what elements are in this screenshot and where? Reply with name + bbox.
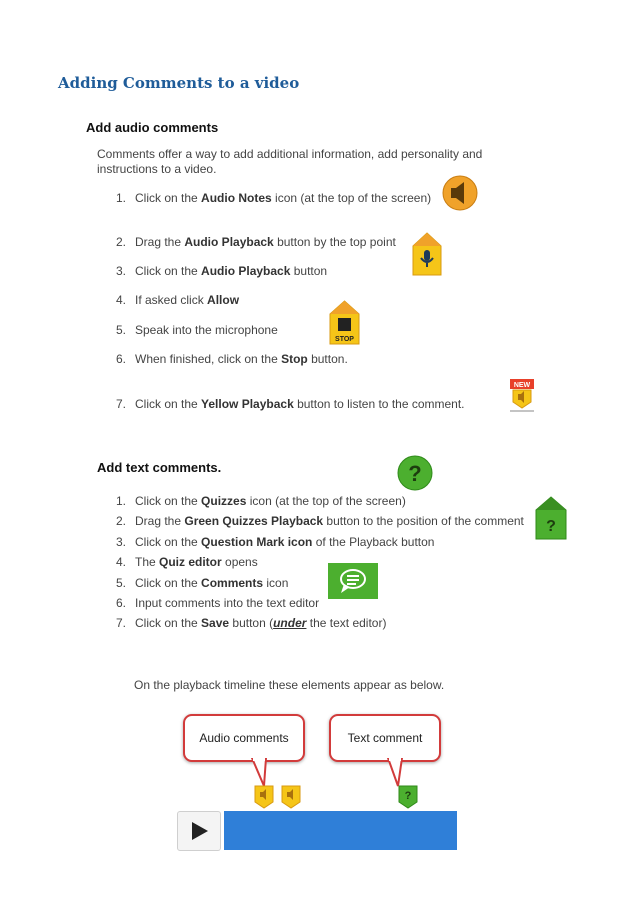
step-text: Click on the — [135, 535, 202, 549]
step-text: Click on the — [135, 576, 202, 590]
text-step — [116, 514, 524, 528]
step-bold-text: Quiz editor — [159, 555, 222, 569]
text-step — [116, 616, 386, 630]
step-bold-text: Save — [201, 616, 230, 630]
step-text: The — [135, 555, 160, 569]
audio-step — [116, 323, 278, 337]
step-emphasis: under — [273, 616, 307, 630]
new-badge-label: NEW — [513, 382, 531, 389]
page-title: Adding Comments to a video — [58, 74, 300, 92]
step-bold-text: Yellow Playback — [201, 397, 294, 411]
step-number: 2. — [116, 235, 127, 249]
quizzes-icon-mark: ? — [408, 461, 422, 486]
step-number: 3. — [116, 535, 127, 549]
step-text: Click on the — [135, 616, 202, 630]
step-text: Click on the — [135, 494, 202, 508]
stop-icon-label: STOP — [335, 336, 354, 343]
audio-intro — [97, 147, 482, 177]
text-marker-label: ? — [404, 790, 412, 802]
step-number: 7. — [116, 397, 127, 411]
step-text-end: button by the top point — [273, 235, 396, 249]
timeline-note: On the playback timeline these elements appear as below. — [134, 678, 445, 692]
step-number: 7. — [116, 616, 127, 630]
step-bold-text: Audio Playback — [184, 235, 274, 249]
yellow-playback-new-icon — [508, 378, 536, 412]
step-text: Click on the — [135, 397, 202, 411]
step-text-end: button to listen to the comment. — [293, 397, 465, 411]
step-number: 5. — [116, 323, 127, 337]
step-number: 2. — [116, 514, 127, 528]
audio-intro-line2: instructions to a video. — [97, 162, 217, 176]
step-text-end: button. — [307, 352, 348, 366]
step-number: 6. — [116, 596, 127, 610]
step-bold-text: Audio Notes — [201, 191, 272, 205]
step-number: 4. — [116, 293, 127, 307]
audio-step — [116, 264, 327, 278]
step-text: Speak into the microphone — [135, 323, 278, 337]
step-text-end: icon (at the top of the screen) — [246, 494, 406, 508]
step-text-end: icon — [263, 576, 289, 590]
step-number: 1. — [116, 494, 127, 508]
step-text: If asked click — [135, 293, 208, 307]
step-text: Click on the — [135, 191, 202, 205]
audio-marker-2 — [281, 785, 301, 809]
microphone-playback-icon — [412, 232, 442, 276]
quizzes-icon — [397, 455, 433, 491]
step-text-end: opens — [221, 555, 258, 569]
text-step — [116, 596, 319, 610]
text-step — [116, 535, 434, 549]
step-bold-text: Audio Playback — [201, 264, 291, 278]
step-number: 6. — [116, 352, 127, 366]
play-button[interactable] — [177, 811, 221, 851]
step-number: 5. — [116, 576, 127, 590]
step-number: 4. — [116, 555, 127, 569]
text-step — [116, 494, 406, 508]
step-bold-text: Quizzes — [201, 494, 247, 508]
audio-intro-line1: Comments offer a way to add additional information, add personality and — [97, 147, 483, 161]
step-text: Input comments into the text editor — [135, 596, 320, 610]
step-text: When finished, click on the — [135, 352, 282, 366]
text-section-heading: Add text comments. — [97, 460, 222, 475]
text-comment-callout — [329, 714, 441, 762]
audio-comments-callout — [183, 714, 305, 762]
step-text-end: button to the position of the comment — [323, 514, 524, 528]
audio-callout-tail — [250, 758, 270, 788]
step-text: Click on the — [135, 264, 202, 278]
text-marker — [398, 785, 418, 809]
step-bold-text: Question Mark icon — [201, 535, 313, 549]
text-callout-tail — [386, 758, 406, 788]
step-text-end: button ( — [229, 616, 274, 630]
audio-marker-1 — [254, 785, 274, 809]
step-text: Drag the — [135, 235, 185, 249]
step-bold-text: Comments — [201, 576, 264, 590]
text-step — [116, 576, 288, 590]
stop-playback-icon — [329, 300, 360, 345]
text-comment-callout-label: Text comment — [347, 731, 423, 745]
audio-step — [116, 293, 239, 307]
audio-section-heading: Add audio comments — [86, 120, 219, 135]
comments-icon — [328, 563, 378, 599]
green-quiz-playback-icon — [535, 496, 567, 540]
step-text-end: of the Playback button — [312, 535, 435, 549]
step-text-tail: the text editor) — [306, 616, 387, 630]
audio-step — [116, 397, 465, 411]
step-number: 3. — [116, 264, 127, 278]
audio-comments-callout-label: Audio comments — [199, 731, 289, 745]
step-text: Drag the — [135, 514, 185, 528]
step-bold-text: Green Quizzes Playback — [184, 514, 324, 528]
audio-step — [116, 191, 431, 205]
step-number: 1. — [116, 191, 127, 205]
audio-step — [116, 352, 348, 366]
step-bold-text: Stop — [281, 352, 308, 366]
play-icon — [178, 812, 220, 850]
step-text-end: button — [290, 264, 328, 278]
step-text-end: icon (at the top of the screen) — [271, 191, 432, 205]
green-quiz-playback-mark: ? — [546, 518, 556, 535]
audio-notes-icon — [442, 174, 478, 212]
audio-step — [116, 235, 396, 249]
timeline-bar[interactable] — [224, 811, 457, 850]
step-bold-text: Allow — [207, 293, 240, 307]
text-step — [116, 555, 258, 569]
